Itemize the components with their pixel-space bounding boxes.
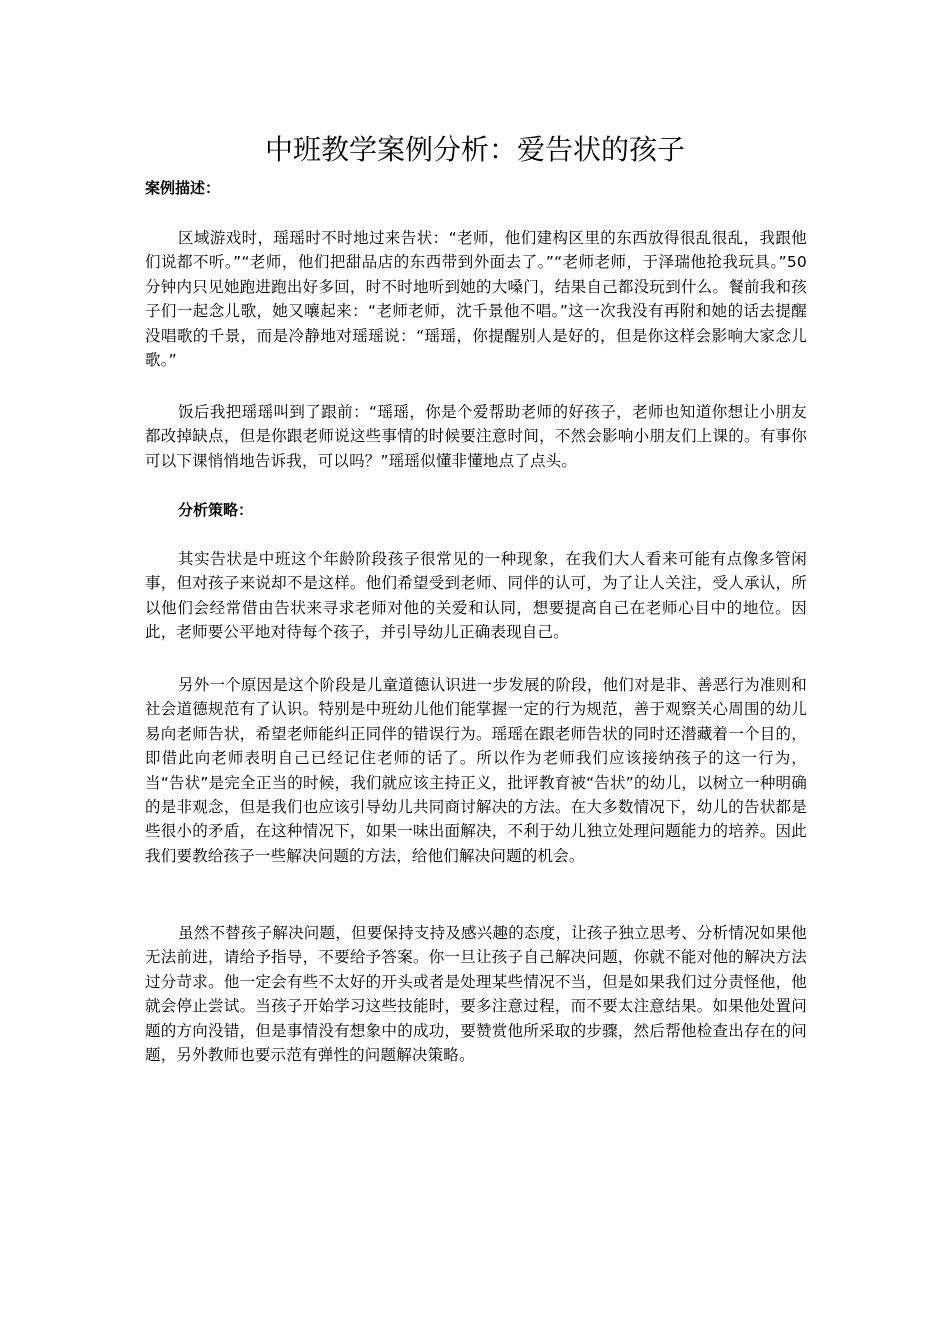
case-description-heading: 案例描述： (145, 179, 221, 197)
analysis-heading: 分析策略： (178, 501, 254, 519)
paragraph-case-scenario: 区域游戏时，瑶瑶时不时地过来告状：“老师，他们建构区里的东西放得很乱很乱，我跟他们说都不听。”“老师，他们把甜品店的东西带到外面去了。”“老师老师，于泽瑞他抢我玩具。”50 分钟内只见她跑进跑出好多回，时不时地听到她的大嗓门，结果自己都没玩到什么。餐前我和孩子们一起念儿歌，她又嚷起来：“老师老师，沈千景他不唱。”这一次我没有再附和她的话去提醒没唱歌的千景，而是冷静地对瑶瑶说：“瑶瑶，你提醒别人是好的，但是你这样会影响大家念儿歌。” (145, 229, 807, 370)
paragraph-after-meal-talk: 饭后我把瑶瑶叫到了跟前：“瑶瑶，你是个爱帮助老师的好孩子，老师也知道你想让小朋友都改掉缺点，但是你跟老师说这些事情的时候要注意时间，不然会影响小朋友们上课的。有事你可以下课悄悄地告诉我，可以吗？”瑶瑶似懂非懂地点了点头。 (145, 403, 807, 470)
paragraph-analysis-moral-development: 另外一个原因是这个阶段是儿童道德认识进一步发展的阶段，他们对是非、善恶行为准则和社会道德规范有了认识。特别是中班幼儿他们能掌握一定的行为规范，善于观察关心周围的幼儿易向老师告状，希望老师能纠正同伴的错误行为。瑶瑶在跟老师告状的同时还潜藏着一个目的，即借此向老师表明自己已经记住老师的话了。所以作为老师我们应该接纳孩子的这一行为，当“告状”是完全正当的时候，我们就应该主持正义，批评教育被“告状”的幼儿，以树立一种明确的是非观念，但是我们也应该引导幼儿共同商讨解决的方法。在大多数情况下，幼儿的告状都是些很小的矛盾，在这种情况下，如果一味出面解决，不利于幼儿独立处理问题能力的培养。因此我们要教给孩子一些解决问题的方法，给他们解决问题的机会。 (145, 676, 807, 865)
paragraph-analysis-problem-solving: 虽然不替孩子解决问题，但要保持支持及感兴趣的态度，让孩子独立思考、分析情况如果他无法前进，请给予指导，不要给予答案。你一旦让孩子自己解决问题，你就不能对他的解决方法过分苛求。他一定会有些不太好的开头或者是处理某些情况不当，但是如果我们过分责怪他，他就会停止尝试。当孩子开始学习这些技能时，要多注意过程，而不要太注意结果。如果他处置问题的方向没错，但是事情没有想象中的成功，要赞赏他所采取的步骤，然后帮他检查出存在的问题，另外教师也要示范有弹性的问题解决策略。 (145, 924, 807, 1065)
paragraph-analysis-recognition: 其实告状是中班这个年龄阶段孩子很常见的一种现象，在我们大人看来可能有点像多管闲事，但对孩子来说却不是这样。他们希望受到老师、同伴的认可，为了让人关注，受人承认，所以他们会经常借由告状来寻求老师对他的关爱和认同，想要提高自己在老师心目中的地位。因此，老师要公平地对待每个孩子，并引导幼儿正确表现自己。 (145, 550, 807, 642)
document-title: 中班教学案例分析：爱告状的孩子 (264, 133, 685, 166)
